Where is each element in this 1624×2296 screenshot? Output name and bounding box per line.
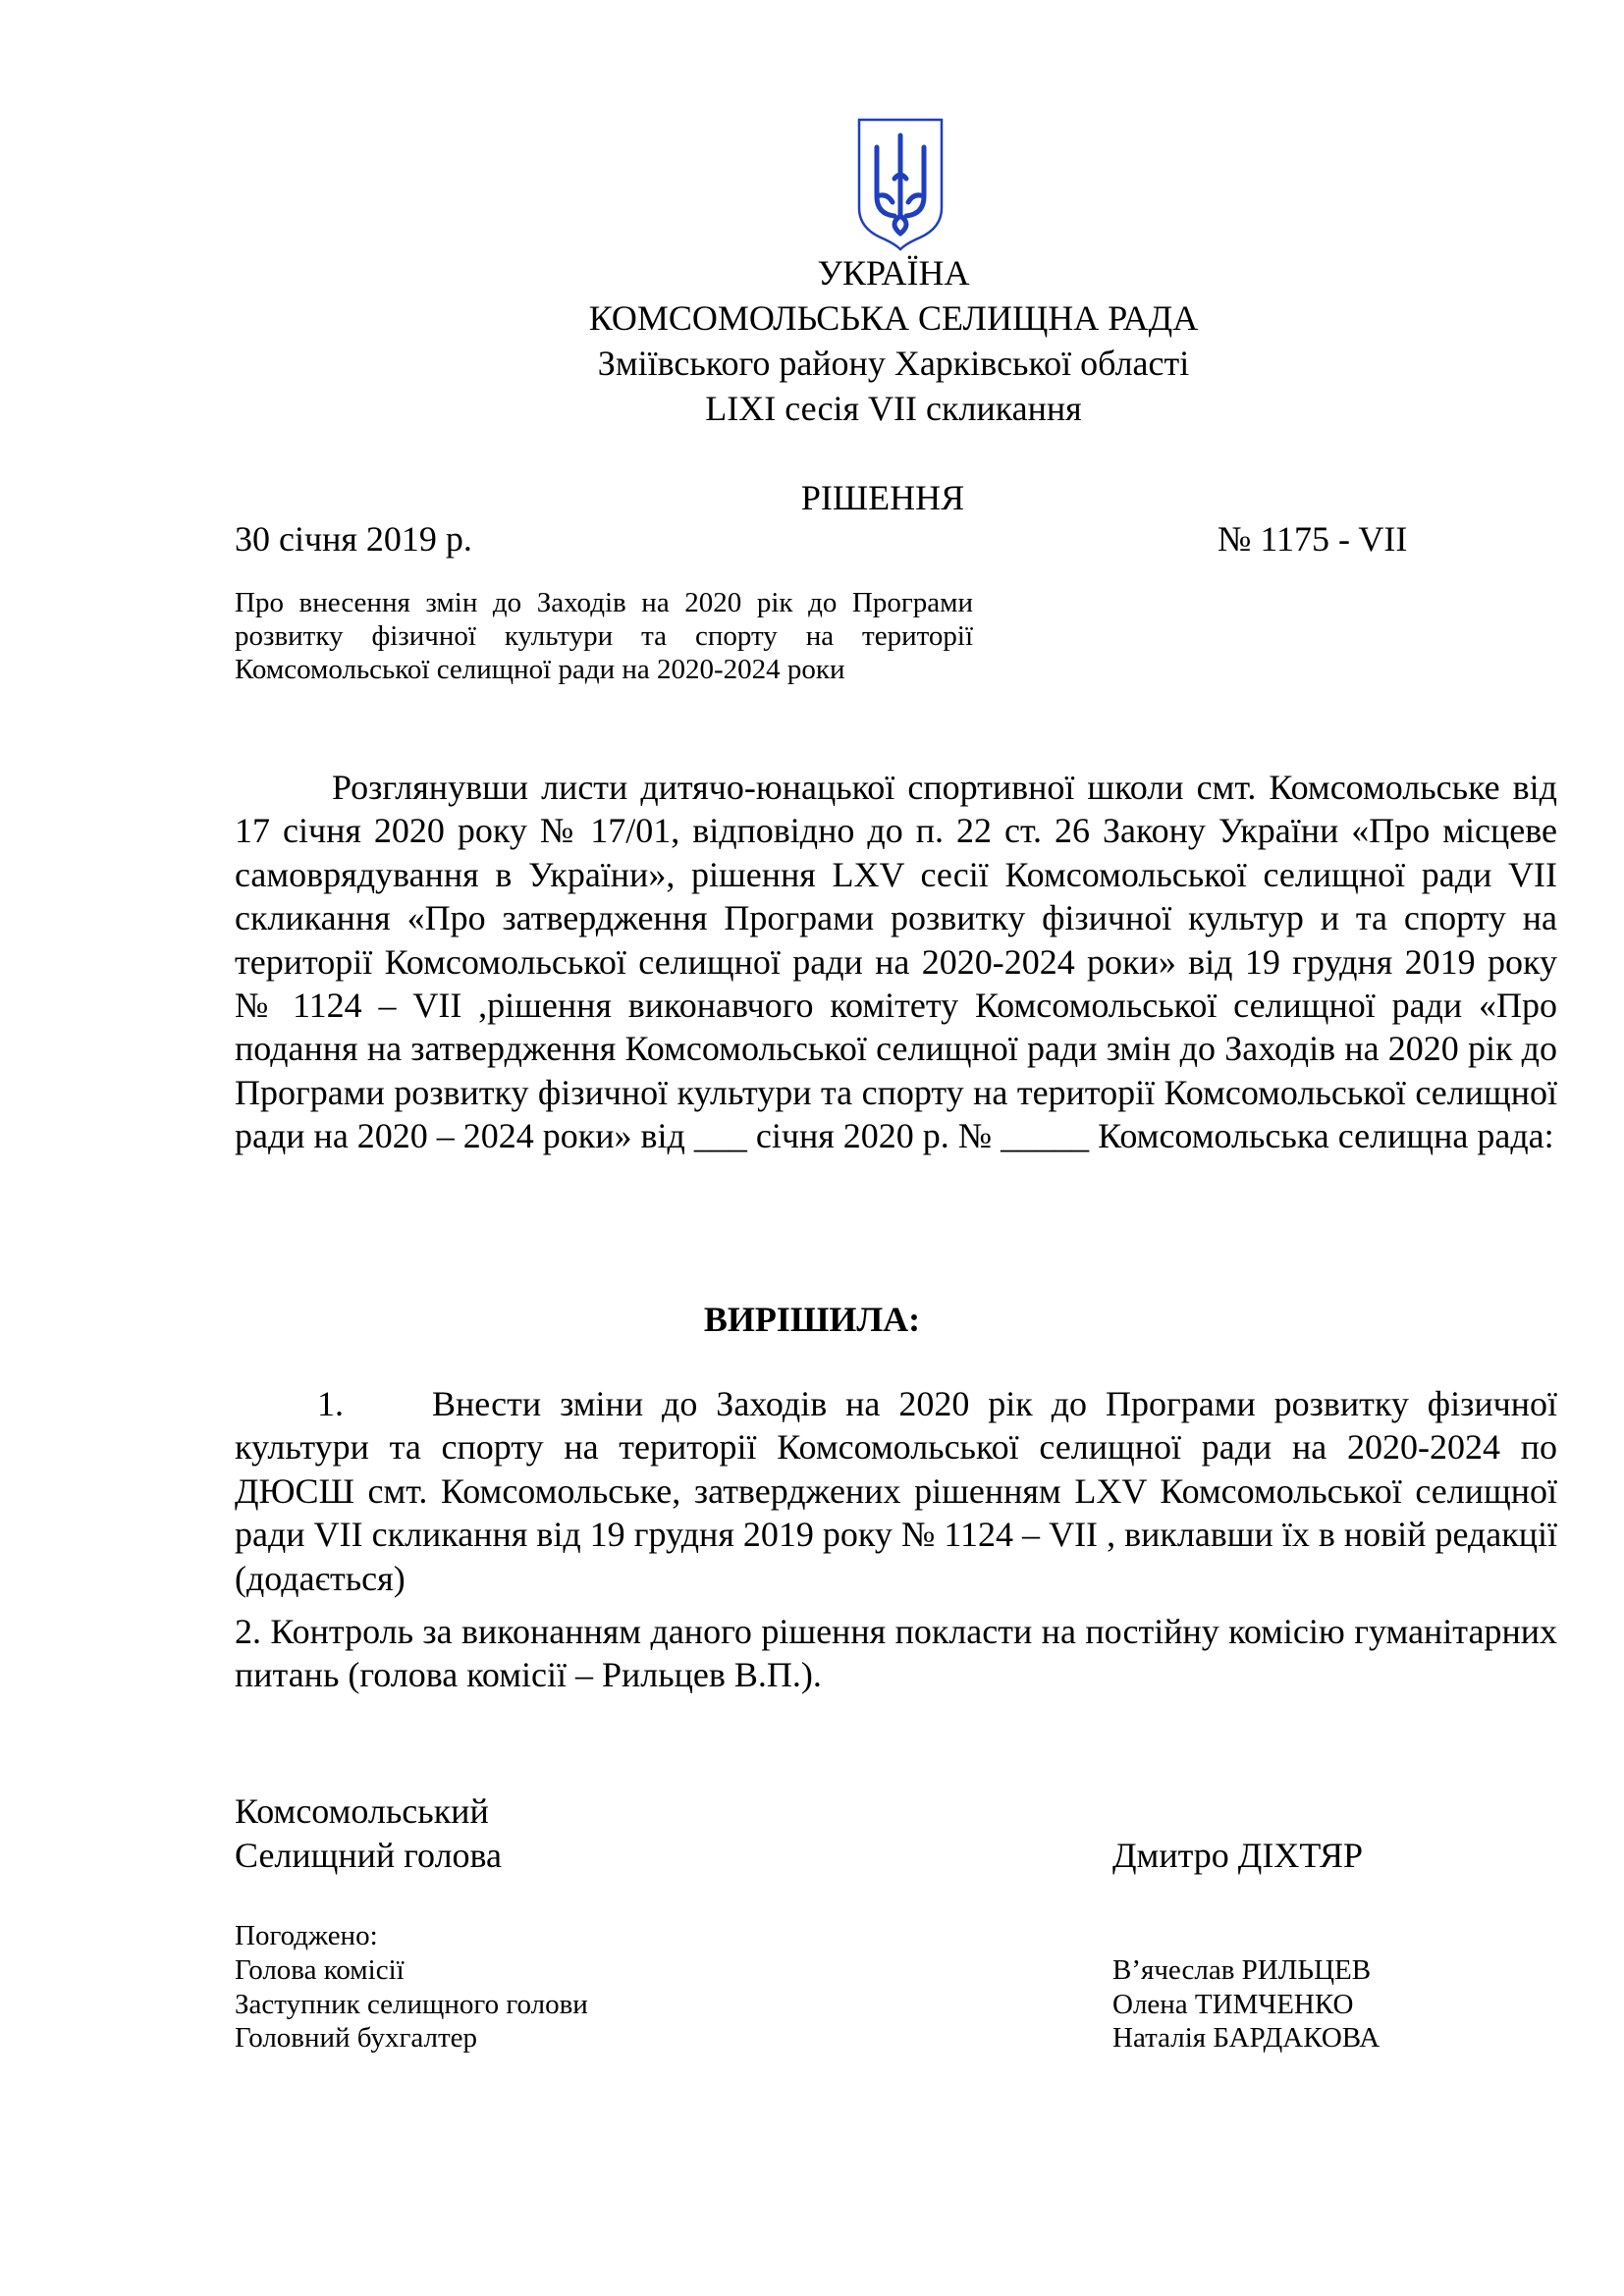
approval-position: Заступник селищного голови	[235, 1988, 588, 2020]
approval-name: В’ячеслав РИЛЬЦЕВ	[1112, 1954, 1372, 1986]
document-subject: Про внесення змін до Заходів на 2020 рік до Програми розвитку фізичної культури та спорту на території Комсомольської селищної ради на 2020-2024 роки	[235, 587, 973, 685]
signatory-title-line2: Селищний голова	[235, 1836, 503, 1875]
approvals-positions	[235, 1953, 588, 2056]
approval-name: Наталія БАРДАКОВА	[1112, 2022, 1380, 2054]
approval-position: Головний бухгалтер	[235, 2022, 477, 2054]
header-session: LIXI сесія VII скликання	[705, 389, 1082, 428]
approvals-heading: Погоджено:	[235, 1920, 378, 1951]
coat-of-arms-icon	[855, 118, 946, 251]
document-type-title: РІШЕННЯ	[800, 478, 965, 517]
decided-heading: ВИРІШИЛА:	[703, 1300, 921, 1339]
document-date: 30 січня 2019 р.	[235, 519, 472, 559]
preamble-paragraph: Розглянувши листи дитячо-юнацької спортивної школи смт. Комсомольське від 17 січня 2020 року № 17/01, відповідно до п. 22 ст. 26 Закону України «Про місцеве самоврядування в України», рішення LXV сесії Комсомольської селищної ради VII скликання «Про затвердження Програми розвитку фізичної культур и та спорту на території Комсомольської селищної ради на 2020-2024 роки» від 19 грудня 2019 року № 1124 – VII ,рішення виконавчого комітету Комсомольської селищної ради «Про подання на затвердження Комсомольської селищної ради змін до Заходів на 2020 рік до Програми розвитку фізичної культури та спорту на території Комсомольської селищної ради на 2020 – 2024 роки» від ___ січня 2020 р. № _____ Комсомольська селищна рада:	[235, 768, 1557, 1156]
decision-item-2: 2. Контроль за виконанням даного рішення покласти на постійну комісію гуманітарних питань (голова комісії – Рильцев В.П.).	[235, 1612, 1557, 1695]
header-district: Зміївського району Харківської області	[597, 344, 1190, 383]
header-country: УКРАЇНА	[817, 253, 970, 293]
signatory-title-line1: Комсомольський	[235, 1791, 489, 1831]
decision-item-1	[235, 1382, 1557, 1600]
signatory-name: Дмитро ДІХТЯР	[1112, 1836, 1363, 1875]
item-text: Внести зміни до Заходів на 2020 рік до Програми розвитку фізичної культури та спорту на території Комсомольської селищної ради на 2020-2024 по ДЮСШ смт. Комсомольське, затверджених рішенням LXV Комсомольської селищної ради VII скликання від 19 грудня 2019 року № 1124 – VII , виклавши їх в новій редакції (додається)	[235, 1384, 1557, 1598]
approval-position: Голова комісії	[235, 1954, 405, 1986]
document-number: № 1175 - VII	[1218, 519, 1408, 559]
approval-name: Олена ТИМЧЕНКО	[1112, 1988, 1354, 2020]
header-council: КОМСОМОЛЬСЬКА СЕЛИЩНА РАДА	[588, 298, 1199, 338]
item-number: 1.	[317, 1384, 344, 1423]
approvals-names	[1112, 1953, 1380, 2056]
